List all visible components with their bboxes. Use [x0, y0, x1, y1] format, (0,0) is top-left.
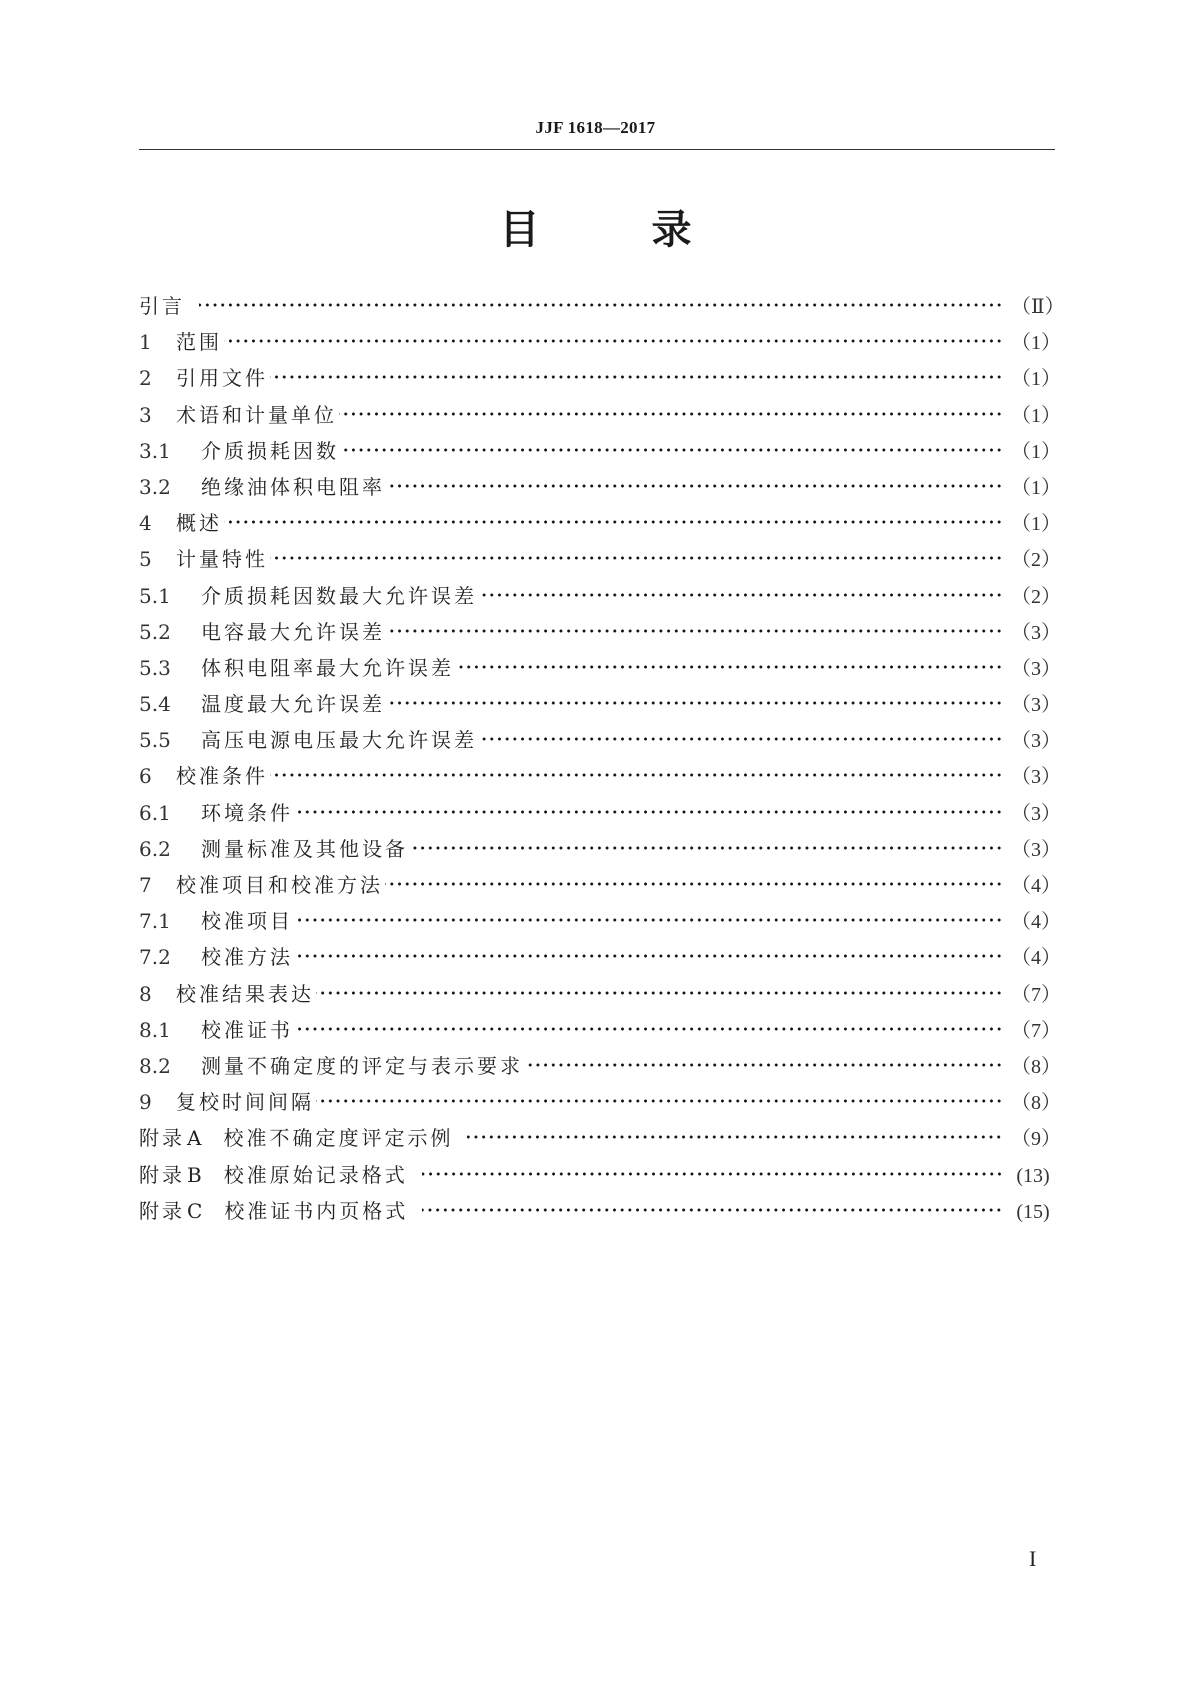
footer-page-number: I: [1029, 1546, 1037, 1571]
dot-leader: [467, 1134, 1003, 1140]
toc-entry[interactable]: [139, 397, 1061, 433]
toc-entry-number: 3: [139, 402, 152, 427]
dot-leader: [339, 411, 1003, 417]
toc-entry-label: 测量标准及其他设备: [201, 836, 408, 861]
toc-entry-page: （Ⅱ）: [1011, 296, 1065, 318]
title-gap: [540, 198, 652, 255]
toc-entry[interactable]: [139, 903, 1061, 939]
dot-leader: [387, 700, 1003, 706]
dot-leader: [385, 881, 1003, 887]
toc-entry-page: （3）: [1011, 766, 1061, 789]
toc-entry-page: （3）: [1011, 621, 1061, 644]
toc-entry-number: 5.1: [139, 583, 171, 608]
toc-entry-page: （7）: [1011, 983, 1061, 1006]
toc-entry-label: 介质损耗因数最大允许误差: [201, 583, 477, 608]
toc-entry-label: 介质损耗因数: [201, 438, 339, 463]
toc-appendix-letter: B: [187, 1162, 202, 1187]
toc-entry-number: 6: [139, 764, 152, 789]
toc-entry-number: 1: [139, 330, 152, 355]
toc-entry[interactable]: [139, 1048, 1061, 1084]
toc-appendix-letter: A: [187, 1126, 202, 1151]
toc-entry-page: （3）: [1011, 657, 1061, 680]
toc-entry-page: (13): [1016, 1164, 1050, 1187]
toc-entry-label: 校准项目和校准方法: [176, 873, 383, 897]
dot-leader: [295, 917, 1003, 923]
document-header-code: JJF 1618—2017: [535, 118, 656, 137]
toc-entry[interactable]: [139, 324, 1061, 360]
dot-leader: [224, 519, 1003, 525]
toc-entry-number: 7.1: [139, 909, 171, 934]
toc-entry-page: （4）: [1011, 947, 1061, 970]
toc-entry-page: （8）: [1011, 1055, 1061, 1078]
dot-leader: [224, 338, 1003, 344]
toc-entry-label: 校准条件: [176, 764, 268, 789]
toc-entry[interactable]: [139, 1084, 1061, 1120]
dot-leader: [456, 664, 1003, 670]
toc-entry-page: （1）: [1011, 332, 1061, 355]
toc-entry-page: （3）: [1011, 838, 1061, 861]
dot-leader: [295, 953, 1003, 959]
toc-entry[interactable]: [139, 758, 1061, 794]
toc-entry-number: 5.3: [139, 655, 171, 680]
dot-leader: [295, 1026, 1003, 1032]
toc-entry[interactable]: [139, 433, 1061, 469]
toc-entry-page: （3）: [1011, 802, 1061, 825]
toc-entry-label: 校准结果表达: [176, 981, 314, 1006]
dot-leader: [479, 736, 1003, 742]
dot-leader: [422, 1171, 1003, 1177]
toc-entry[interactable]: [139, 614, 1061, 650]
toc-entry-page: （3）: [1011, 730, 1061, 753]
toc-entry[interactable]: [139, 795, 1061, 831]
toc-entry-label: 温度最大允许误差: [201, 692, 385, 717]
dot-leader: [199, 302, 1003, 308]
toc-entry-number: 3.1: [139, 438, 171, 463]
toc-entry[interactable]: [139, 1012, 1061, 1048]
dot-leader: [387, 628, 1003, 634]
toc-entry-page: （8）: [1011, 1092, 1061, 1115]
toc-entry-number: 8: [139, 981, 152, 1006]
toc-entry-number: 6.1: [139, 800, 171, 825]
toc-entry-number: 4: [139, 511, 152, 536]
toc-entry-label: 概述: [176, 511, 222, 536]
toc-entry-label: 计量特性: [176, 547, 268, 572]
toc-entry-label: 引言: [139, 294, 185, 318]
toc-entry-label: 绝缘油体积电阻率: [201, 474, 385, 499]
toc-entry[interactable]: [139, 469, 1061, 505]
toc-entry-label: 校准不确定度评定示例: [223, 1126, 454, 1151]
toc-entry-page: （1）: [1011, 404, 1061, 427]
toc-entry-label: 校准项目: [201, 909, 293, 934]
toc-entry-label: 电容最大允许误差: [201, 619, 385, 644]
page-title: [0, 198, 1191, 255]
toc-entry-number: 5: [139, 547, 152, 572]
toc-entry-page: （4）: [1011, 875, 1061, 897]
toc-entry[interactable]: [139, 722, 1061, 758]
dot-leader: [316, 990, 1003, 996]
toc-entry-label: 引用文件: [176, 366, 268, 391]
toc-entry-number: 7.2: [139, 945, 171, 970]
toc-entry-page: （9）: [1011, 1128, 1061, 1151]
toc-entry[interactable]: [139, 650, 1061, 686]
toc-entry[interactable]: [139, 976, 1061, 1012]
toc-entry-page: （1）: [1011, 476, 1061, 499]
toc-entry-number: 2: [139, 366, 152, 391]
dot-leader: [525, 1062, 1003, 1068]
toc-entry-number: 5.5: [139, 728, 171, 753]
toc-entry-label: 校准证书: [201, 1017, 293, 1042]
toc-entry[interactable]: [139, 505, 1061, 541]
dot-leader: [410, 845, 1003, 851]
toc-entry-page: (15): [1016, 1200, 1050, 1223]
toc-entry[interactable]: [139, 541, 1061, 577]
toc-entry-page: （2）: [1011, 585, 1061, 608]
toc-appendix-prefix: 附录: [139, 1126, 185, 1151]
toc-entry-number: 8.1: [139, 1017, 171, 1042]
toc-appendix-prefix: 附录: [139, 1198, 185, 1223]
toc-entry-number: 9: [139, 1090, 152, 1115]
toc-entry-number: 7: [139, 873, 152, 897]
toc-entry-page: （2）: [1011, 549, 1061, 572]
dot-leader: [316, 1098, 1003, 1104]
toc-entry-label: 校准原始记录格式: [223, 1162, 408, 1187]
dot-leader: [270, 374, 1003, 380]
toc-entry-page: （4）: [1011, 911, 1061, 934]
toc-entry[interactable]: [139, 1193, 1055, 1229]
title-char-2: 录: [651, 207, 692, 253]
toc-entry-number: 8.2: [139, 1053, 171, 1078]
toc-entry[interactable]: [139, 686, 1061, 722]
dot-leader: [387, 483, 1003, 489]
toc-entry[interactable]: [139, 578, 1061, 614]
dot-leader: [422, 1207, 1003, 1213]
toc-appendix-prefix: 附录: [139, 1162, 185, 1187]
toc-entry[interactable]: [139, 867, 1061, 903]
toc-appendix-letter: C: [187, 1198, 203, 1223]
toc-entry[interactable]: [139, 1157, 1055, 1193]
dot-leader: [341, 447, 1003, 453]
toc-entry-label: 环境条件: [201, 800, 293, 825]
toc-entry[interactable]: [139, 831, 1061, 867]
toc-entry-page: （1）: [1011, 440, 1061, 463]
toc-entry-number: 5.2: [139, 619, 171, 644]
toc-entry-page: （7）: [1011, 1019, 1061, 1042]
toc-entry-label: 校准证书内页格式: [224, 1198, 409, 1223]
toc-entry-number: 6.2: [139, 836, 171, 861]
toc-entry-label: 复校时间间隔: [176, 1090, 314, 1115]
toc-entry[interactable]: [139, 288, 1065, 324]
toc-entry-label: 术语和计量单位: [176, 402, 337, 427]
dot-leader: [295, 809, 1003, 815]
header-rule: [139, 149, 1055, 150]
toc-entry-page: （1）: [1011, 368, 1061, 391]
dot-leader: [479, 592, 1003, 598]
toc-entry-label: 测量不确定度的评定与表示要求: [201, 1053, 523, 1078]
toc-entry-label: 范围: [176, 330, 222, 355]
toc-entry-number: 5.4: [139, 692, 171, 717]
toc-entry-number: 3.2: [139, 474, 171, 499]
toc-entry-label: 校准方法: [201, 945, 293, 970]
toc-entry-page: （1）: [1011, 513, 1061, 536]
toc-entry[interactable]: [139, 360, 1061, 396]
title-char-1: 目: [499, 207, 540, 253]
toc-entry-page: （3）: [1011, 694, 1061, 717]
dot-leader: [270, 555, 1003, 561]
toc-entry[interactable]: [139, 939, 1061, 975]
dot-leader: [270, 772, 1003, 778]
toc-entry[interactable]: [139, 1120, 1061, 1156]
table-of-contents: [139, 288, 1065, 1229]
toc-entry-label: 高压电源电压最大允许误差: [201, 728, 477, 753]
toc-entry-label: 体积电阻率最大允许误差: [201, 655, 454, 680]
